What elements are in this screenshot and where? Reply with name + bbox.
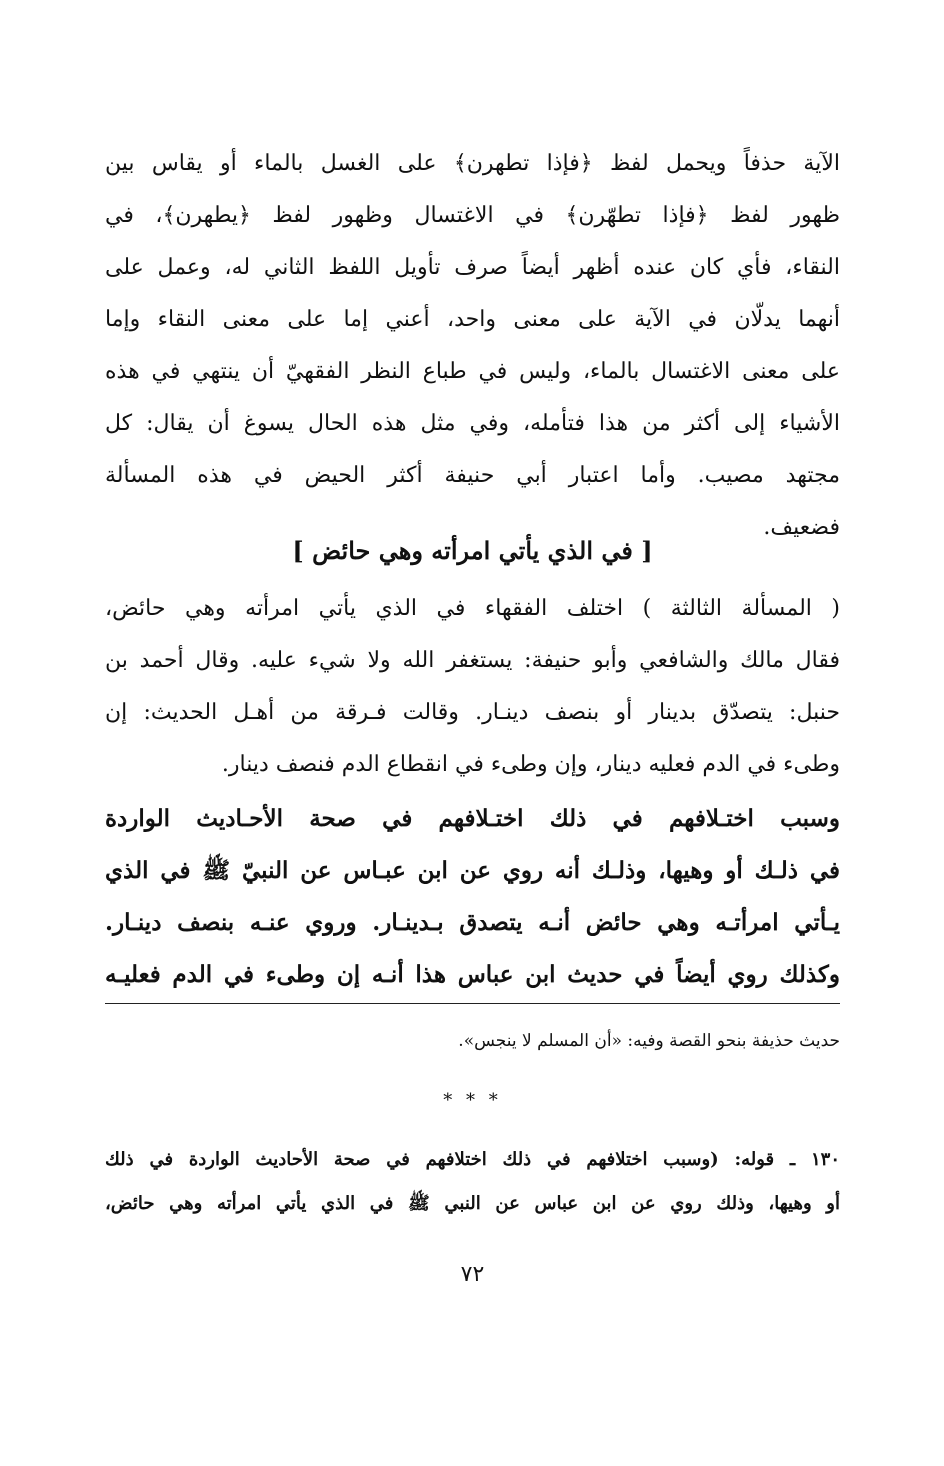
text-line: مجتهد مصيب. وأما اعتبار أبي حنيفة أكثر الحيض في هذه المسألة bbox=[105, 463, 840, 488]
page-number: ٧٢ bbox=[460, 1262, 485, 1287]
text-line: وسبب اختـلافهم في ذلك اختـلافهم في صحة الأحـاديث الواردة bbox=[105, 805, 840, 832]
paragraph-third-issue bbox=[105, 583, 840, 791]
text-line: وكذلك روي أيضاً في حديث ابن عباس هذا أنـه إن وطىء في الدم فعليـه bbox=[105, 961, 840, 988]
section-heading: [ في الذي يأتي امرأته وهي حائض ] bbox=[292, 536, 653, 565]
text-line: وطىء في الدم فعليه دينار، وإن وطىء في انقطاع الدم فنصف دينار. bbox=[221, 752, 840, 777]
text-line: ١٣٠ ـ قوله: (وسبب اختلافهم في ذلك اختلافهم في صحة الأحاديث الواردة في ذلك bbox=[105, 1149, 840, 1170]
text-line: النقاء، فأي كان عنده أظهر أيضاً صرف تأويل اللفظ الثاني له، وعمل على bbox=[105, 255, 840, 280]
text-line: أو وهيها، وذلك روي عن ابن عباس عن النبي ﷺ في الذي يأتي امرأته وهي حائض، bbox=[105, 1193, 840, 1214]
text-line: فقال مالك والشافعي وأبو حنيفة: يستغفر الله ولا شيء عليه. وقال أحمد بن bbox=[105, 648, 840, 673]
paragraph-reason bbox=[105, 793, 840, 1001]
footnote: حديث حذيفة بنحو القصة وفيه: «أن المسلم لا ينجس». bbox=[458, 1031, 840, 1051]
text-line: ( المسألة الثالثة ) اختلف الفقهاء في الذي يأتي امرأته وهي حائض، bbox=[105, 596, 840, 621]
text-line: ظهور لفظ ﴿فإذا تطهّرن﴾ في الاغتسال وظهور لفظ ﴿يطهرن﴾، في bbox=[105, 203, 840, 228]
footnote-divider bbox=[105, 1003, 840, 1004]
text-line: يـأتي امرأتـه وهي حائض أنـه يتصدق بـدينـار. وروي عنـه بنصف دينـار. bbox=[105, 909, 840, 936]
text-line: فضعيف. bbox=[763, 515, 840, 540]
text-line: حنبل: يتصدّق بدينار أو بنصف دينـار. وقالت فـرقة من أهـل الحديث: إن bbox=[105, 700, 840, 725]
text-line: في ذلـك أو وهيها، وذلـك أنه روي عن ابن عبـاس عن النبيّ ﷺ في الذي bbox=[105, 857, 840, 884]
section-separator: * * * bbox=[443, 1090, 502, 1111]
text-line: على معنى الاغتسال بالماء، وليس في طباع النظر الفقهيّ أن ينتهي في هذه bbox=[105, 359, 840, 384]
paragraph-continuation bbox=[105, 138, 840, 554]
text-line: الأشياء إلى أكثر من هذا فتأمله، وفي مثل هذه الحال يسوغ أن يقال: كل bbox=[105, 411, 840, 436]
commentary-note bbox=[105, 1138, 840, 1226]
text-line: أنهما يدلّان في الآية على معنى واحد، أعني إما على معنى النقاء وإما bbox=[105, 307, 840, 332]
text-line: الآية حذفاً ويحمل لفظ ﴿فإذا تطهرن﴾ على الغسل بالماء أو يقاس بين bbox=[105, 151, 840, 176]
